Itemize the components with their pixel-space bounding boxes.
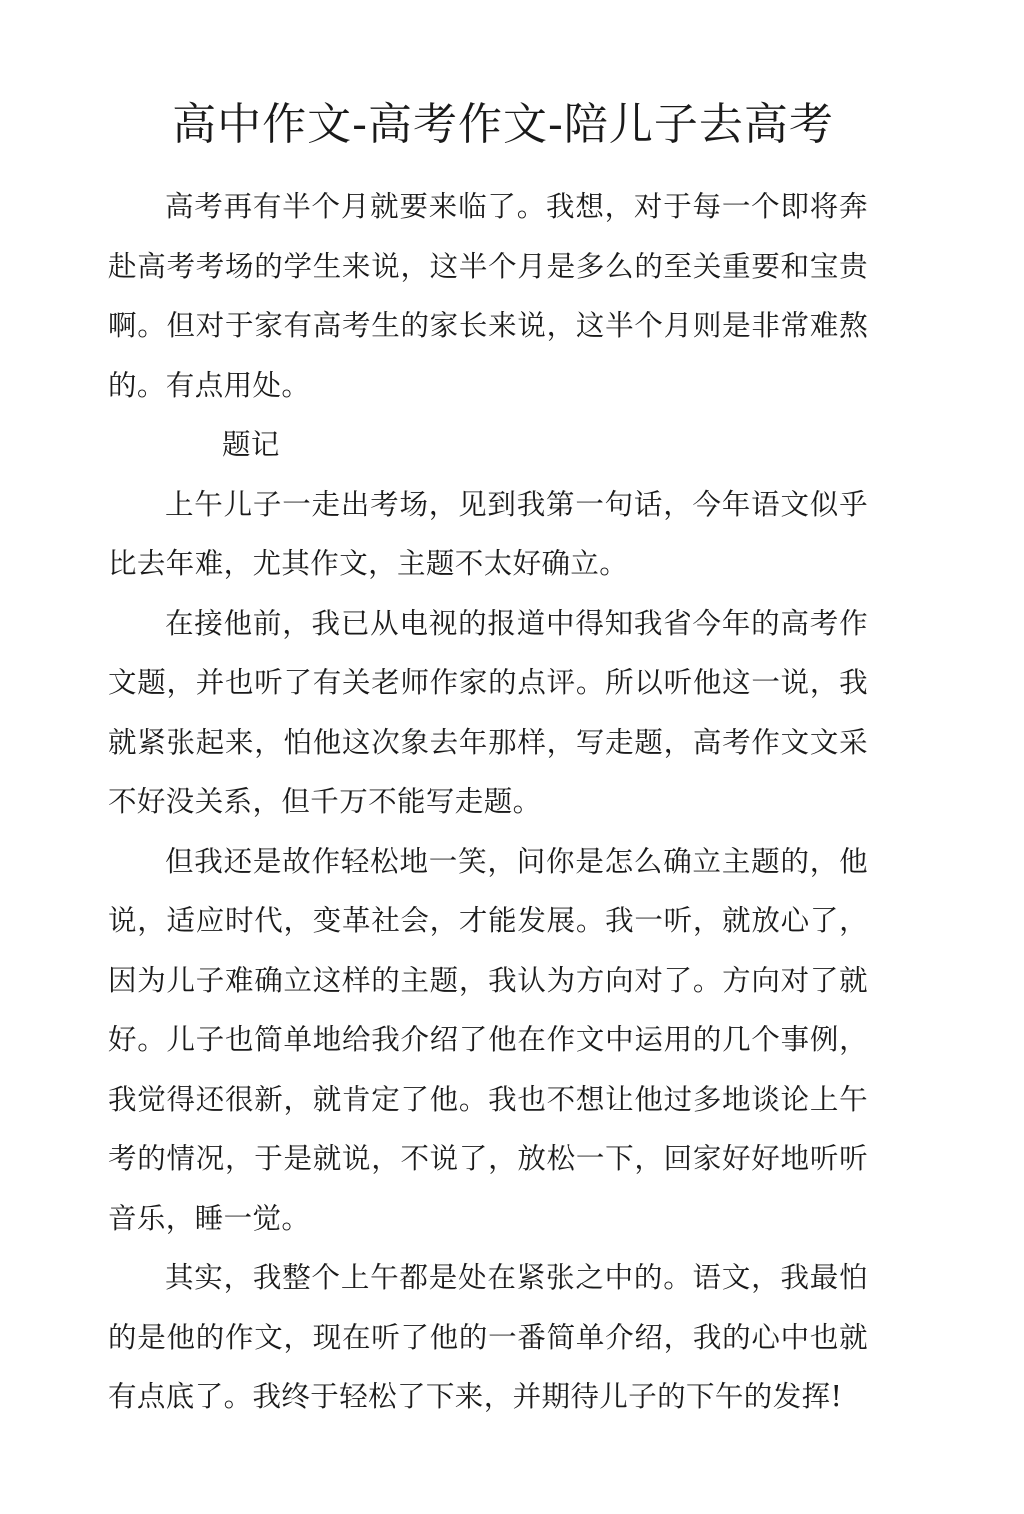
paragraph-body: 在接他前，我已从电视的报道中得知我省今年的高考作文题，并也听了有关老师作家的点评。所以听他这一说，我就紧张起来，怕他这次象去年那样，写走题，高考作文文采不好没关系，但千万不能写走题。 — [108, 606, 868, 818]
document-title: 高中作文-高考作文-陪儿子去高考 — [172, 99, 834, 150]
paragraph-intro: 高考再有半个月就要来临了。我想，对于每一个即将奔赴高考考场的学生来说，这半个月是多么的至关重要和宝贵啊。但对于家有高考生的家长来说，这半个月则是非常难熬的。有点用处。 — [108, 190, 868, 402]
paragraph-epigraph-label: 题记 — [222, 428, 280, 461]
paragraph-body: 上午儿子一走出考场，见到我第一句话，今年语文似乎比去年难，尤其作文，主题不太好确立。 — [108, 487, 868, 580]
document-page — [108, 95, 868, 1427]
paragraph-body: 但我还是故作轻松地一笑，问你是怎么确立主题的，他说，适应时代，变革社会，才能发展。我一听，就放心了，因为儿子难确立这样的主题，我认为方向对了。方向对了就好。儿子也简单地给我介绍了他在作文中运用的几个事例，我觉得还很新，就肯定了他。我也不想让他过多地谈论上午考的情况，于是就说，不说了，放松一下，回家好好地听听音乐，睡一觉。 — [108, 844, 868, 1235]
paragraph-body: 其实，我整个上午都是处在紧张之中的。语文，我最怕的是他的作文，现在听了他的一番简单介绍，我的心中也就有点底了。我终于轻松了下来，并期待儿子的下午的发挥! — [108, 1261, 868, 1413]
